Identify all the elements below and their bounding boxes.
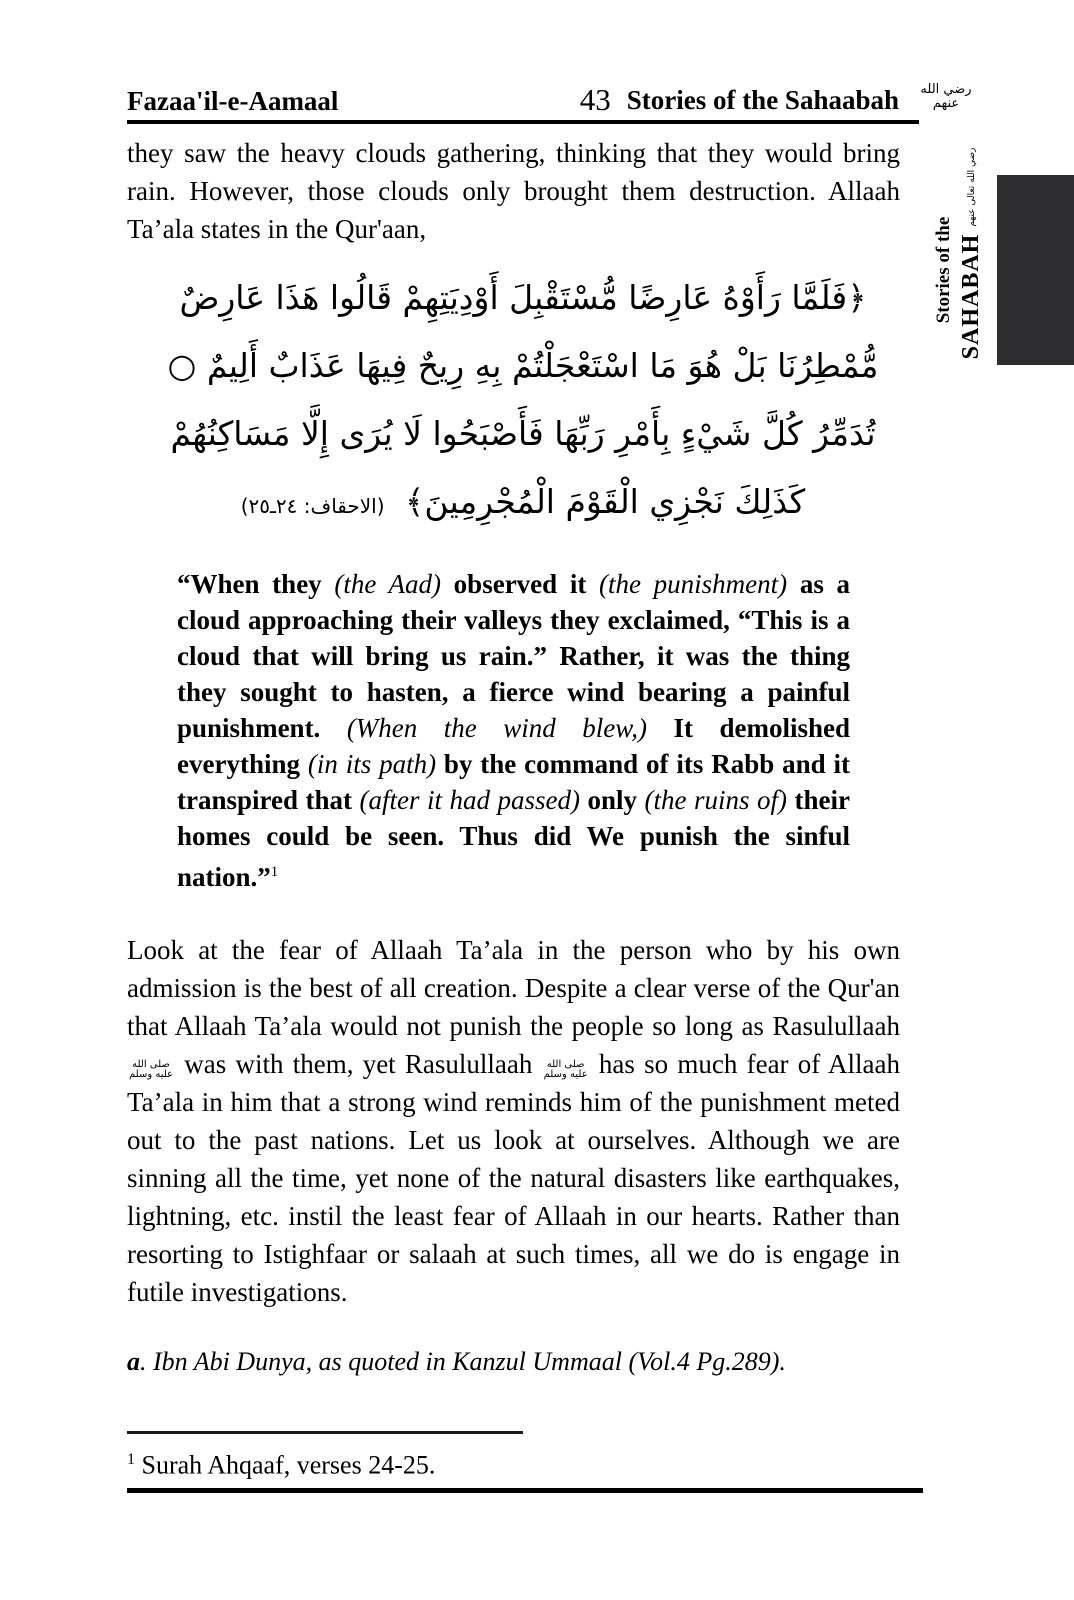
text-segment: (the Aad) — [334, 569, 442, 599]
radiallahu-anhum-calligraphy-icon: رضي الله عنهم — [920, 82, 972, 111]
text-segment: a — [127, 1347, 140, 1376]
text-segment: was with them, yet Rasulullaah — [175, 1049, 542, 1079]
footnote-text: Surah Ahqaaf, verses 24-25. — [135, 1450, 436, 1480]
bottom-rule — [127, 1488, 923, 1493]
footnote-separator — [127, 1431, 523, 1434]
commentary-paragraph — [127, 931, 900, 1311]
quran-verse-line-3: تُدَمِّرُ كُلَّ شَيْءٍ بِأَمْرِ رَبِّهَا فَأَصْبَحُوا لَا يُرَى إِلَّا مَسَاكِنُهُمْ — [170, 414, 876, 453]
text-segment: their homes could be seen. Thus did We punish the sinful nation.” — [177, 785, 850, 892]
sidebar-title-line2 — [956, 147, 986, 365]
header-right-group — [579, 82, 972, 117]
text-segment: (after it had passed) — [359, 785, 580, 815]
text-segment: (When the wind blew,) — [346, 713, 647, 743]
text-segment: as a cloud approaching their valleys they exclaimed, “This is a cloud that will bring us rain.” Rather, it was the thing they sought to hasten, a fierce wind bearing a painful punishment. — [177, 569, 851, 743]
text-segment: Look at the fear of Allaah Ta’ala in the person who by his own admission is the best of all creation. Despite a clear verse of the Qur'an that Allaah Ta’ala would not punish the people so long as Rasulullaah — [127, 935, 900, 1041]
verse-reference: (الاحقاف: ٢٤ـ٢٥) — [240, 494, 385, 518]
quran-verse-block — [127, 264, 919, 540]
section-title: Stories of the Sahaabah — [626, 85, 899, 115]
sidebar-calligraphy-icon: رضي الله تعالى عنهم — [966, 147, 977, 227]
sidebar-rotated-text — [932, 147, 994, 365]
header-rule — [127, 120, 919, 124]
footnote-marker: 1 — [127, 1451, 135, 1468]
intro-paragraph: they saw the heavy clouds gathering, thinking that they would bring rain. However, those clouds only brought them destruction. Allaah Ta’ala states in the Qur'aan, — [127, 138, 900, 244]
quran-verse-line-2: مُّمْطِرُنَا بَلْ هُوَ مَا اسْتَعْجَلْتُمْ بِهِ رِيحٌ فِيهَا عَذَابٌ أَلِيمٌ ○ — [167, 346, 879, 385]
text-segment: (in its path) — [307, 749, 437, 779]
text-segment: (the ruins of) — [644, 785, 787, 815]
book-title: Fazaa'il-e-Aamaal — [127, 86, 339, 116]
sallallahu-alayhi-wasallam-calligraphy-icon: صلى الله عليه وسلم — [543, 1059, 588, 1080]
text-segment: It demolished everything — [177, 713, 850, 779]
text-segment: has so much fear of Allaah Ta’ala in him that a strong wind reminds him of the punishment meted out to the past nations. Let us look at ourselves. Although we are sinning all the time, yet none of the natural disasters like earthquakes, lightning, etc. instil the least fear of Allaah in our hearts. Rather than resorting to Istighfaar or salaah at such times, all we do is engage in futile investigations. — [127, 1049, 900, 1307]
sidebar-tab-marker — [997, 175, 1074, 365]
sidebar-title-sahabah: SAHABAH — [958, 233, 984, 360]
sidebar-title — [932, 147, 994, 365]
quran-verse-line-4-text: كَذَلِكَ نَجْزِي الْقَوْمَ الْمُجْرِمِينَ﴾ — [405, 482, 806, 521]
sallallahu-alayhi-wasallam-calligraphy-icon: صلى الله عليه وسلم — [128, 1059, 173, 1080]
text-segment: by the command of its Rabb and it transpired that — [177, 749, 850, 815]
sidebar-title-line1: Stories of the — [933, 216, 954, 324]
text-segment: only — [580, 785, 645, 815]
quran-verse-line-1: ﴿فَلَمَّا رَأَوْهُ عَارِضًا مُّسْتَقْبِلَ أَوْدِيَتِهِمْ قَالُوا هَذَا عَارِضٌ — [179, 278, 867, 317]
text-segment: “When they — [177, 569, 335, 599]
verse-translation — [177, 566, 850, 895]
text-segment: . Ibn Abi Dunya, as quoted in Kanzul Ummaal (Vol.4 Pg.289). — [140, 1347, 786, 1376]
text-segment: (the punishment) — [599, 569, 788, 599]
page-header — [127, 82, 972, 117]
footnote — [127, 1444, 919, 1482]
quran-verse-line-4 — [127, 468, 919, 540]
page-number: 43 — [579, 82, 611, 117]
text-segment: 1 — [270, 864, 279, 880]
text-segment: observed it — [441, 569, 600, 599]
source-note — [127, 1345, 900, 1379]
